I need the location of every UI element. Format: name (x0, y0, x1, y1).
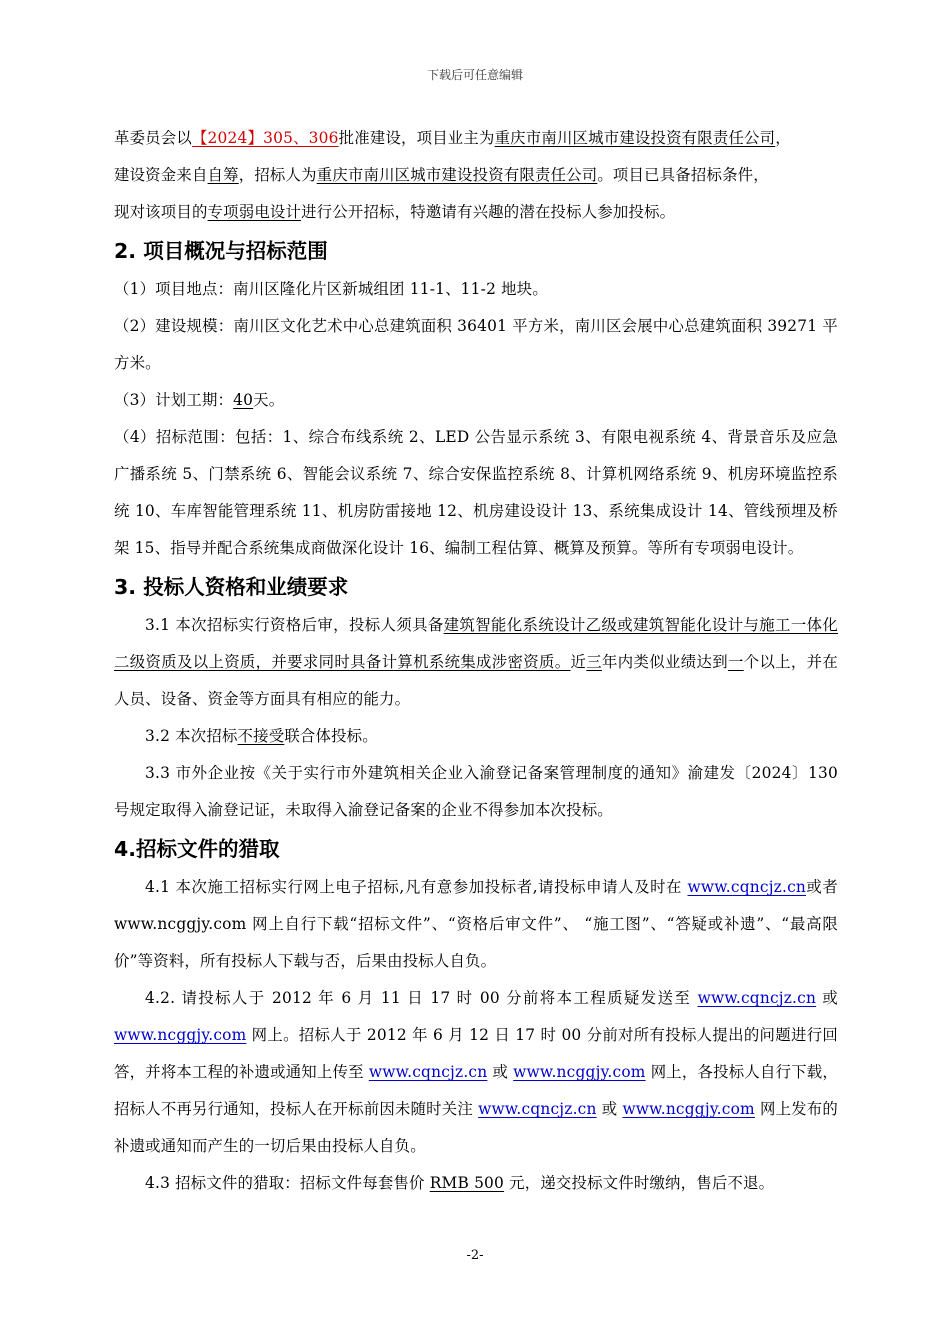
text: 进行公开招标，特邀请有兴趣的潜在投标人参加投标。 (301, 203, 676, 221)
website-link[interactable]: www.cqncjz.cn (478, 1100, 597, 1118)
tenderer: 重庆市南川区城市建设投资有限责任公司 (316, 166, 598, 184)
approval-number: 【2024】305、306 (191, 129, 339, 147)
consortium-term: 不接受 (237, 727, 285, 745)
website-link[interactable]: www.ncggjy.com (513, 1063, 646, 1081)
text: 4.1 本次施工招标实行网上电子招标,凡有意参加投标者,请投标申请人及时在 (145, 878, 688, 896)
s4-price (114, 1165, 838, 1202)
s2-location: （1）项目地点：南川区隆化片区新城组团 11-1、11-2 地块。 (114, 280, 548, 298)
text: 或 (596, 1100, 623, 1118)
text: 4.2. 请投标人于 2012 年 6 月 11 日 17 时 00 分前将本工程质疑发送至 (145, 989, 698, 1007)
text: 4.3 招标文件的猎取：招标文件每套售价 (145, 1174, 430, 1192)
website-link[interactable]: www.ncggjy.com (622, 1100, 755, 1118)
years-requirement: 三 (586, 653, 603, 671)
document-body (114, 120, 838, 1202)
text: ，招标人为 (238, 166, 317, 184)
text: （3）计划工期： (114, 391, 234, 409)
period-days: 40 (233, 391, 254, 409)
s3-consortium (114, 718, 838, 755)
text: 。项目已具备招标条件， (597, 166, 769, 184)
text: 批准建设，项目业主为 (338, 129, 495, 147)
s2-period (114, 382, 838, 419)
s4-download (114, 869, 838, 980)
section-4-heading: 4.招标文件的猎取 (114, 837, 280, 861)
fund-source: 自筹 (207, 166, 239, 184)
text: 网上。招标人于 2012 年 6 月 12 日 17 时 00 分前对所有投标人提出的问题进行回答，并将本工程的补遗或通知上传至 (114, 1026, 838, 1081)
project-owner: 重庆市南川区城市建设投资有限责任公司 (494, 129, 776, 147)
text: 或 (487, 1063, 514, 1081)
text: ， (775, 129, 791, 147)
document-price: RMB 500 (429, 1174, 505, 1192)
s2-scope: （4）招标范围：包括：1、综合布线系统 2、LED 公告显示系统 3、有限电视系统 4、背景音乐及应急广播系统 5、门禁系统 6、智能会议系统 7、综合安保监控系统 8、计算机网络系统 9、机房环境监控系统 10、车库智能管理系统 11、机房防雷接地 12、机房建设设计 13、系统集成设计 14、管线预埋及桥架 15、指导并配合系统集成商做深化设计 16、编制工程估算、概算及预算。等所有专项弱电设计。 (114, 428, 838, 557)
text: 天。 (253, 391, 285, 409)
text: 革委员会以 (114, 129, 192, 147)
s4-questions (114, 980, 838, 1165)
s2-scale: （2）建设规模：南川区文化艺术中心总建筑面积 36401 平方米，南川区会展中心总建筑面积 39271 平方米。 (114, 317, 838, 372)
qualification-requirement: 建筑智能化系统设计乙级或建筑智能化设计与施工一体化二级资质及以上资质，并要求同时具备计算机系统集成涉密资质。 (114, 616, 838, 671)
text: 建设资金来自 (114, 166, 208, 184)
text: 现对该项目的 (114, 203, 208, 221)
s3-qualification (114, 607, 838, 718)
text: 3.2 本次招标 (145, 727, 238, 745)
intro-paragraph (114, 120, 838, 231)
text: 近 (570, 653, 587, 671)
scope-name: 专项弱电设计 (207, 203, 302, 221)
page-number: -2- (466, 1248, 484, 1263)
website-link[interactable]: www.cqncjz.cn (368, 1063, 488, 1081)
website-link[interactable]: www.cqncjz.cn (687, 878, 807, 896)
text: 或者 www.ncggjy.com 网上自行下载“招标文件”、“资格后审文件”、 “施工图”、“答疑或补遗”、“最高限价”等资料，所有投标人下载与否，后果由投标人自负。 (114, 878, 838, 970)
text: 个以上，并在人员、设备、资金等方面具有相应的能力。 (114, 653, 839, 708)
text: 网上发布的补遗或通知而产生的一切后果由投标人自负。 (114, 1100, 838, 1155)
s3-registration: 3.3 市外企业按《关于实行市外建筑相关企业入渝登记备案管理制度的通知》渝建发〔2024〕130 号规定取得入渝登记证，未取得入渝登记备案的企业不得参加本次投标。 (114, 764, 838, 819)
website-link[interactable]: www.ncggjy.com (114, 1026, 247, 1044)
text: 元，递交投标文件时缴纳，售后不退。 (504, 1174, 775, 1192)
count-requirement: 一 (727, 653, 744, 671)
website-link[interactable]: www.cqncjz.cn (697, 989, 817, 1007)
text: 网上，各投标人自行下载，招标人不再另行通知，投标人在开标前因未随时关注 (114, 1063, 838, 1118)
section-2-heading: 2. 项目概况与招标范围 (114, 239, 328, 263)
page-header: 下载后可任意编辑 (426, 68, 523, 82)
text: 或 (816, 989, 838, 1007)
text: 3.1 本次招标实行资格后审，投标人须具备 (145, 616, 444, 634)
text: 年内类似业绩达到 (602, 653, 728, 671)
text: 联合体投标。 (284, 727, 378, 745)
section-3-heading: 3. 投标人资格和业绩要求 (114, 575, 349, 599)
